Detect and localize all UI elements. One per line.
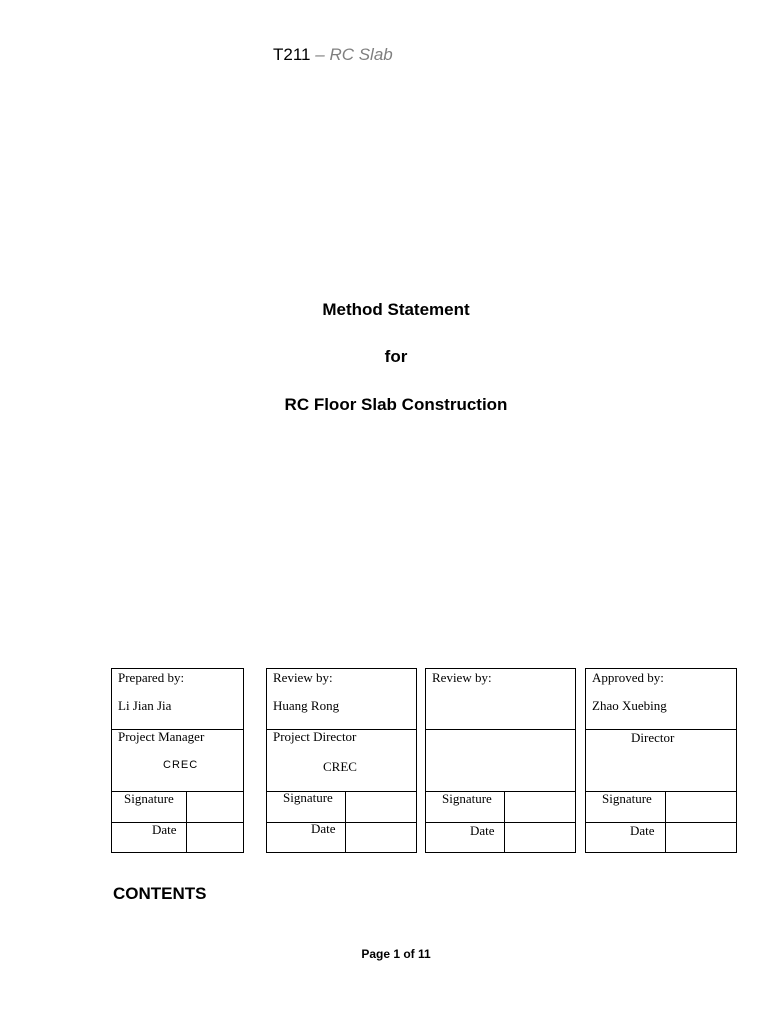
signature-field[interactable] — [504, 791, 505, 822]
role-label: Review by: — [273, 670, 333, 685]
approval-box-position-cell — [586, 729, 736, 792]
person-position: Director — [631, 730, 675, 745]
title-line-3: RC Floor Slab Construction — [284, 395, 508, 414]
contents-heading: CONTENTS — [113, 884, 207, 903]
date-field[interactable] — [504, 822, 505, 852]
person-organization: CREC — [323, 759, 357, 774]
signature-label: Signature — [442, 791, 492, 806]
approval-box-name-cell — [112, 669, 243, 730]
date-row — [426, 822, 575, 852]
document-code: T211 — [273, 45, 311, 64]
page-footer: Page 1 of 11 — [361, 947, 431, 961]
signature-row — [267, 791, 416, 823]
approval-box-position-cell — [426, 729, 575, 792]
date-field[interactable] — [665, 822, 666, 852]
approval-box-review-1 — [266, 668, 417, 853]
person-name: Huang Rong — [273, 698, 340, 713]
approval-box-position-cell — [112, 729, 243, 792]
date-label: Date — [311, 821, 336, 836]
date-row — [267, 822, 416, 852]
role-label: Prepared by: — [118, 670, 185, 685]
signature-label: Signature — [283, 790, 333, 805]
role-label: Approved by: — [592, 670, 664, 685]
page-header — [273, 45, 393, 65]
signature-label: Signature — [602, 791, 652, 806]
date-field[interactable] — [186, 822, 187, 852]
date-label: Date — [630, 823, 655, 838]
date-row — [112, 822, 243, 852]
signature-row — [112, 791, 243, 823]
signature-field[interactable] — [665, 791, 666, 822]
date-label: Date — [152, 822, 177, 837]
approval-box-name-cell — [586, 669, 736, 730]
title-line-1: Method Statement — [322, 300, 470, 319]
person-position: Project Manager — [118, 729, 205, 744]
person-organization: CREC — [163, 759, 199, 771]
person-position: Project Director — [273, 729, 357, 744]
approval-box-review-2 — [425, 668, 576, 853]
approval-box-approved — [585, 668, 737, 853]
person-name: Zhao Xuebing — [592, 698, 667, 713]
approval-box-position-cell — [267, 729, 416, 792]
date-row — [586, 822, 736, 852]
approval-box-name-cell — [426, 669, 575, 730]
approval-box-prepared — [111, 668, 244, 853]
role-label: Review by: — [432, 670, 492, 685]
header-separator: – — [315, 45, 325, 64]
approval-box-name-cell — [267, 669, 416, 730]
signature-field[interactable] — [345, 791, 346, 822]
signature-field[interactable] — [186, 791, 187, 822]
signature-label: Signature — [124, 791, 174, 806]
person-name: Li Jian Jia — [118, 698, 172, 713]
signature-row — [586, 791, 736, 823]
document-subject: RC Slab — [329, 45, 393, 64]
date-label: Date — [470, 823, 495, 838]
title-line-2: for — [384, 347, 408, 366]
signature-row — [426, 791, 575, 823]
date-field[interactable] — [345, 822, 346, 852]
